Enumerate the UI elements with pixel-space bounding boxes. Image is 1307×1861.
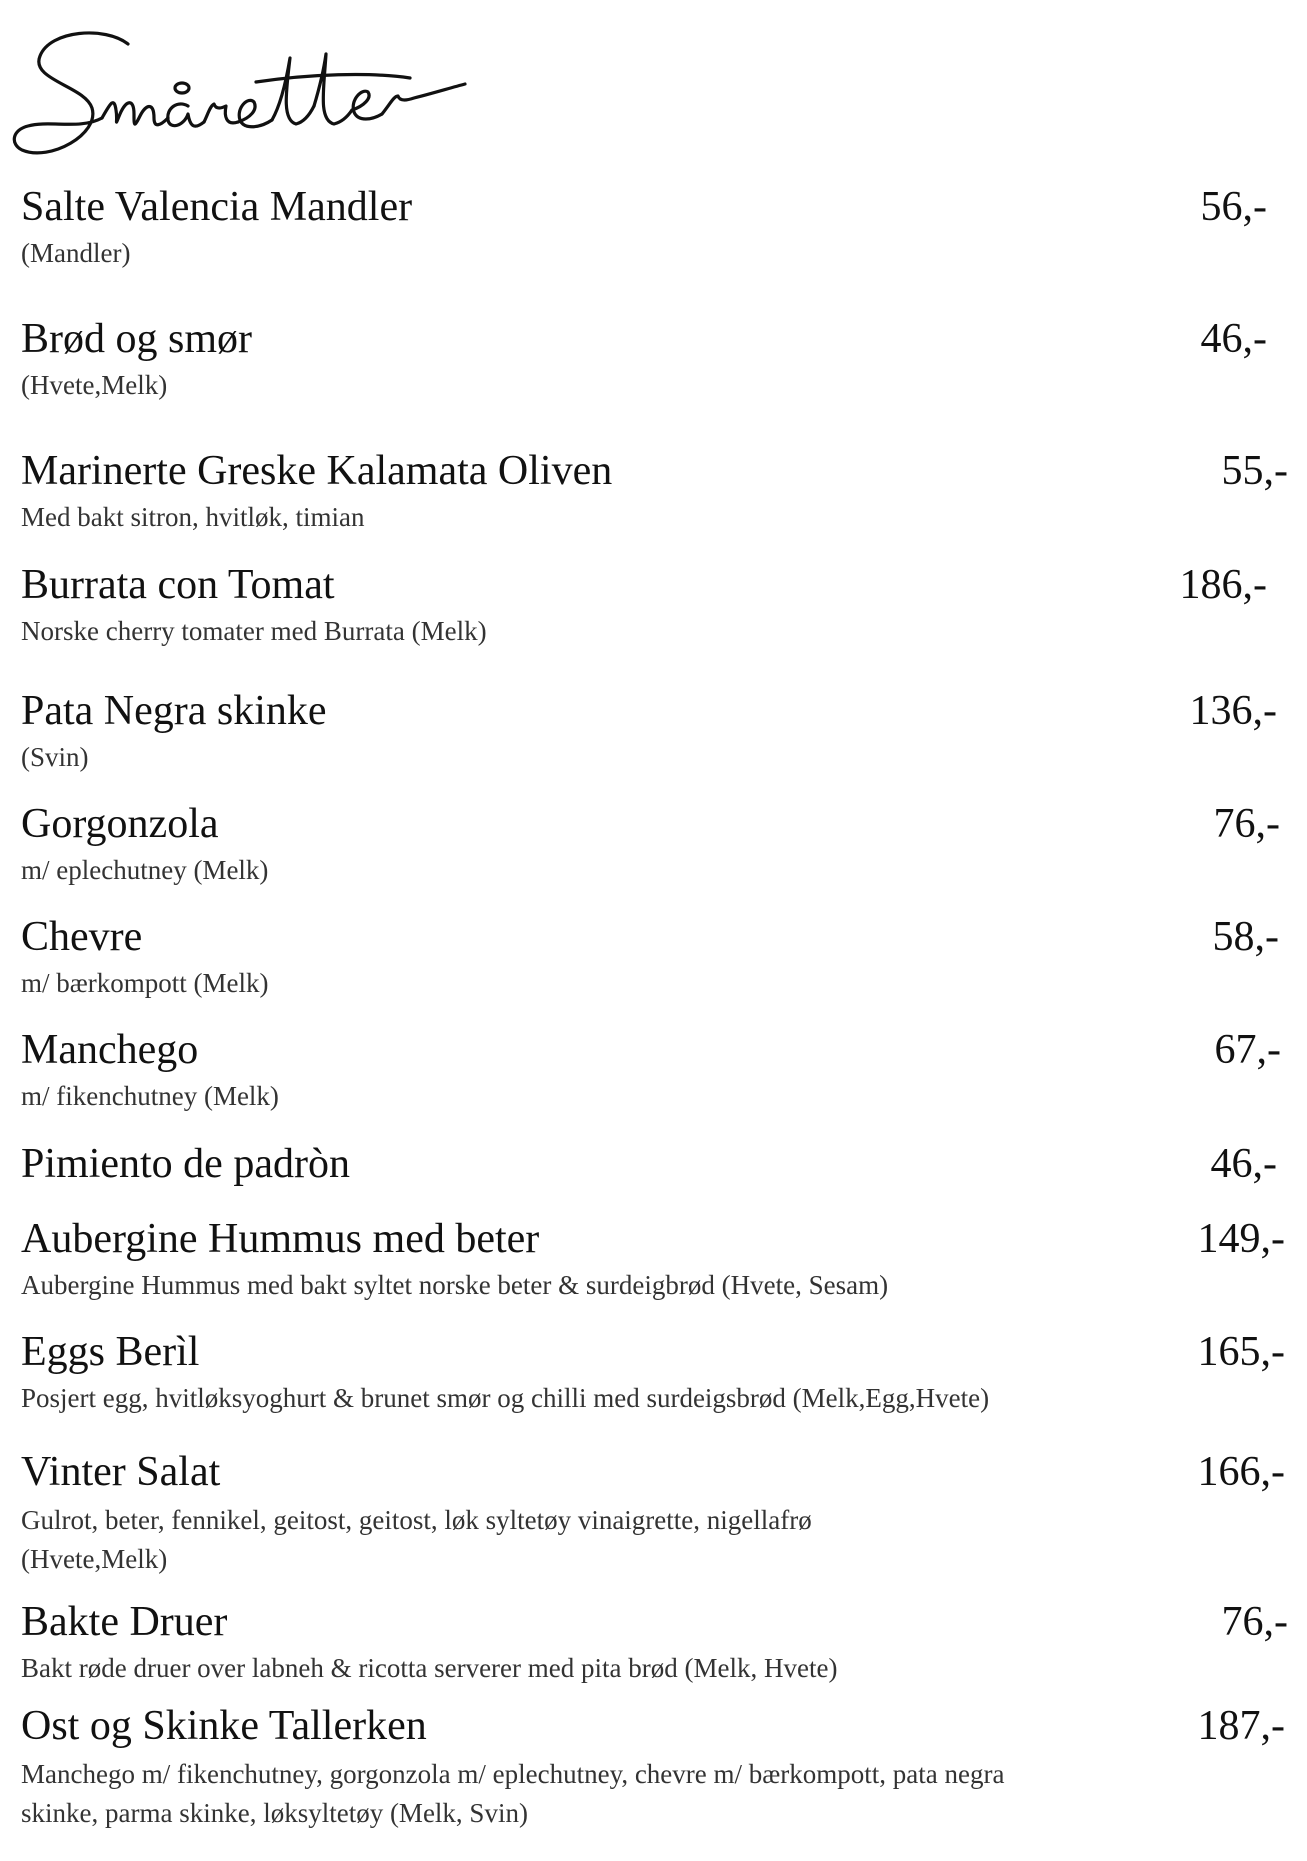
item-price: 58,- — [1212, 914, 1279, 960]
item-name: Ost og Skinke Tallerken — [21, 1703, 427, 1749]
item-price: 186,- — [1179, 562, 1267, 608]
item-description: Norske cherry tomater med Burrata (Melk) — [21, 616, 487, 646]
item-price: 46,- — [1200, 316, 1267, 362]
item-description: Gulrot, beter, fennikel, geitost, geitost, løk syltetøy vinaigrette, nigellafrø (Hvete,Melk) — [21, 1505, 812, 1574]
script-title-graphic — [10, 22, 480, 172]
item-description: Bakt røde druer over labneh & ricotta serverer med pita brød (Melk, Hvete) — [21, 1653, 838, 1683]
item-name: Pimiento de padròn — [21, 1141, 350, 1187]
item-name: Pata Negra skinke — [21, 688, 327, 734]
item-name: Salte Valencia Mandler — [21, 184, 413, 230]
item-description: m/ bærkompott (Melk) — [21, 968, 269, 998]
item-name: Aubergine Hummus med beter — [21, 1216, 540, 1262]
item-name: Burrata con Tomat — [21, 562, 335, 608]
item-price: 136,- — [1189, 688, 1277, 734]
menu-title — [10, 22, 480, 172]
item-description: m/ fikenchutney (Melk) — [21, 1081, 279, 1111]
item-description: (Svin) — [21, 742, 89, 772]
item-price: 165,- — [1197, 1329, 1285, 1375]
item-name: Brød og smør — [21, 316, 252, 362]
item-name: Vinter Salat — [21, 1449, 221, 1495]
item-description: Manchego m/ fikenchutney, gorgonzola m/ eplechutney, chevre m/ bærkompott, pata negra skinke, parma skinke, løksyltetøy (Melk, Svin) — [21, 1759, 1005, 1828]
item-description: Med bakt sitron, hvitløk, timian — [21, 502, 365, 532]
item-name: Chevre — [21, 914, 143, 960]
item-price: 67,- — [1214, 1027, 1281, 1073]
item-description: m/ eplechutney (Melk) — [21, 855, 269, 885]
item-price: 55,- — [1221, 448, 1288, 494]
item-price: 56,- — [1200, 184, 1267, 230]
item-description: Aubergine Hummus med bakt syltet norske beter & surdeigbrød (Hvete, Sesam) — [21, 1270, 889, 1300]
item-name: Marinerte Greske Kalamata Oliven — [21, 448, 613, 494]
item-description: (Mandler) — [21, 238, 131, 268]
item-price: 187,- — [1197, 1703, 1285, 1749]
item-description: Posjert egg, hvitløksyoghurt & brunet smør og chilli med surdeigsbrød (Melk,Egg,Hvete) — [21, 1383, 990, 1413]
item-price: 46,- — [1210, 1141, 1277, 1187]
item-name: Eggs Berìl — [21, 1329, 200, 1375]
item-description: (Hvete,Melk) — [21, 370, 168, 400]
item-price: 149,- — [1197, 1216, 1285, 1262]
item-price: 166,- — [1197, 1449, 1285, 1495]
item-name: Bakte Druer — [21, 1599, 228, 1645]
item-price: 76,- — [1221, 1599, 1288, 1645]
item-name: Gorgonzola — [21, 801, 219, 847]
item-name: Manchego — [21, 1027, 199, 1073]
item-price: 76,- — [1213, 801, 1280, 847]
